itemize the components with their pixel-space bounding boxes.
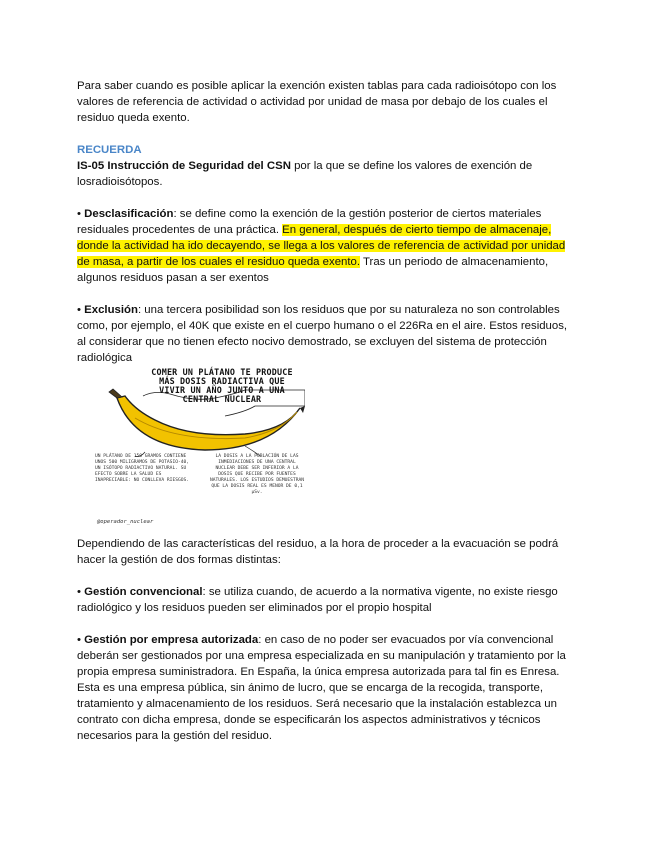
exclusion-text: : una tercera posibilidad son los residuos que por su naturaleza no son controlables como, por ejemplo, el 40K que existe en el cuerpo humano o el 226Ra en el aire. Estos residuos, al considerar que no tienen efecto nocivo demostrado, se excluyen del sistema de protección radiológica xyxy=(77,304,568,364)
is05-title: IS-05 Instrucción de Seguridad del CSN xyxy=(77,160,291,172)
desclasificacion-after: Tras un periodo de almacenamiento, algunos residuos pasan a ser exentos xyxy=(77,256,549,284)
gestion-empresa-paragraph xyxy=(77,632,577,744)
gestion-intro-paragraph: Dependiendo de las características del residuo, a la hora de proceder a la evacuación se podrá hacer la gestión de dos formas distintas: xyxy=(77,538,559,566)
gestion-convencional-paragraph xyxy=(77,584,577,616)
bullet: • xyxy=(77,208,85,220)
bullet: • xyxy=(77,634,85,646)
is05-text: por la que se define los valores de exención de losradioisótopos. xyxy=(77,160,533,188)
bullet: • xyxy=(77,304,85,316)
desclasificacion-highlight: En general, después de cierto tiempo de almacenaje, donde la actividad ha ido decayendo, se llega a los valores de referencia de actividad por unidad de masa, a partir de los cuales el residuo queda exento. xyxy=(77,224,566,268)
desclasificacion-paragraph xyxy=(77,206,577,286)
banana-comic-image xyxy=(95,368,305,528)
gestion-convencional-label: Gestión convencional xyxy=(84,586,203,598)
is05-paragraph xyxy=(77,158,577,190)
gestion-empresa-text: : en caso de no poder ser evacuados por vía convencional deberán ser gestionados por una empresa especializada en su manipulación y tratamiento por la propia empresa suministradora. En España, la única empresa autorizada para tal fin es Enresa. Esta es una empresa pública, sin ánimo de lucro, que se encarga de la recogida, transporte, tratamiento y almacenamiento de los residuos. Será necesario que la instalación establezca un contrato con dicha empresa, donde se especificarán los aspectos administrativos y técnicos necesarios para la gestión del residuo. xyxy=(77,634,566,742)
gestion-empresa-label: Gestión por empresa autorizada xyxy=(84,634,259,646)
comic-note-left: UN PLÁTANO DE 150 GRAMOS CONTIENE UNOS 500 MILIGRAMOS DE POTASIO-40, UN ISÓTOPO RADIACTIVO NATURAL. SU EFECTO SOBRE LA SALUD ES INAPRECIABLE: NO CONLLEVA RIESGOS. xyxy=(95,454,190,483)
document-body xyxy=(77,78,577,744)
intro-paragraph: Para saber cuando es posible aplicar la exención existen tablas para cada radioisótopo con los valores de referencia de actividad o actividad por unidad de masa por debajo de los cuales el residuo queda exento. xyxy=(77,80,557,124)
desclasificacion-text: : se define como la exención de la gestión posterior de ciertos materiales residuales procedentes de una práctica. xyxy=(77,208,542,236)
comic-speech-bubble: COMER UN PLÁTANO TE PRODUCE MÁS DOSIS RADIACTIVA QUE VIVIR UN AÑO JUNTO A UNA CENTRAL NUCLEAR xyxy=(151,367,293,404)
recuerda-heading: RECUERDA xyxy=(77,144,142,156)
gestion-convencional-text: : se utiliza cuando, de acuerdo a la normativa vigente, no existe riesgo radiológico y los residuos pueden ser eliminados por el propio hospital xyxy=(77,586,558,614)
desclasificacion-label: Desclasificación xyxy=(84,208,174,220)
exclusion-paragraph xyxy=(77,302,577,366)
bullet: • xyxy=(77,586,85,598)
comic-note-right: LA DOSIS A LA POBLACIÓN DE LAS INMEDIACIONES DE UNA CENTRAL NUCLEAR DEBE SER INFERIOR A LA DOSIS QUE RECIBE POR FUENTES NATURALES. LOS ESTUDIOS DEMUESTRAN QUE LA DOSIS REAL ES MENOR DE 0,1 µSv. xyxy=(209,454,305,495)
comic-signature: @operador_nuclear xyxy=(97,519,154,525)
exclusion-label: Exclusión xyxy=(84,304,138,316)
